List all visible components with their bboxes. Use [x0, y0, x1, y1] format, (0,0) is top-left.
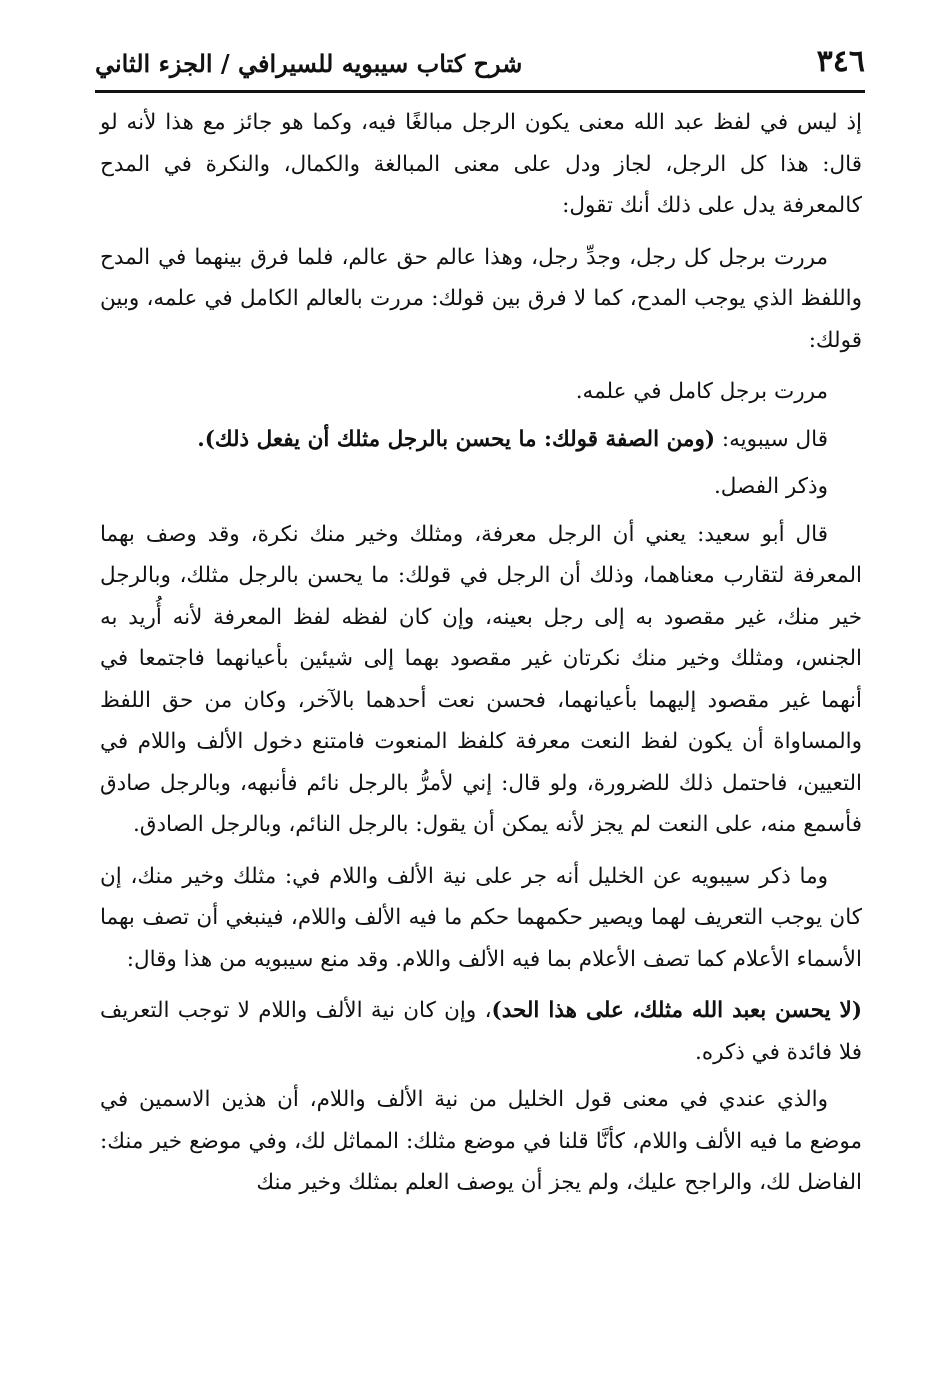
- khalil-quote-paragraph: [100, 990, 862, 1073]
- running-title: شرح كتاب سيبويه للسيرافي / الجزء الثاني: [95, 49, 523, 78]
- page-number: ٣٤٦: [816, 44, 865, 79]
- paragraph-1: إذ ليس في لفظ عبد الله معنى يكون الرجل مبالغًا فيه، وكما هو جائز مع هذا لأنه لو قال: هذا كل الرجل، لجاز ودل على معنى المبالغة والكمال، والنكرة في المدح كالمعرفة يدل على ذلك أنك تقول:: [100, 110, 863, 218]
- sibawayh-quote-paragraph: [100, 419, 862, 461]
- quote-lead: قال سيبويه:: [715, 426, 828, 452]
- header-rule: [95, 90, 865, 93]
- paragraph-7: وما ذكر سيبويه عن الخليل أنه جر على نية الألف واللام في: مثلك وخير منك، إن كان يوجب التعريف لهما ويصير حكمهما حكم ما فيه الألف واللام، فينبغي أن تصف بهما الأسماء الأعلام كما تصف الأعلام بما فيه الألف واللام. وقد منع سيبويه من هذا وقال:: [100, 863, 862, 972]
- paragraph-3: مررت برجل كامل في علمه.: [575, 379, 828, 404]
- page-header: [95, 38, 865, 90]
- paragraph-5: وذكر الفصل.: [713, 474, 828, 499]
- body-text: [100, 102, 862, 1214]
- paragraph-9: والذي عندي في معنى قول الخليل من نية الألف واللام، أن هذين الاسمين في موضع ما فيه الألف واللام، كأنَّا قلنا في موضع مثلك: المماثل لك، وفي موضع خير منك: الفاضل لك، والراجح عليك، ولم يجز أن يوصف العلم بمثلك وخير منك: [100, 1087, 862, 1195]
- paragraph-6: قال أبو سعيد: يعني أن الرجل معرفة، ومثلك وخير منك نكرة، وقد وصف بهما المعرفة لتقارب معناهما، وذلك أن الرجل في قولك: ما يحسن بالرجل مثلك، وبالرجل خير منك، غير مقصود به إلى رجل بعينه، وإن كان لفظه لفظ المعرفة لأنه أُريد به الجنس، ومثلك وخير منك نكرتان غير مقصود بهما إلى شيئين بأعيانهما فاجتمعا في أنهما غير مقصود إليهما بأعيانهما، فحسن نعت أحدهما بالآخر، وكان من حق اللفظ والمساواة أن يكون لفظ النعت معرفة كلفظ المنعوت فامتنع دخول الألف واللام في التعيين، فاحتمل ذلك للضرورة، ولو قال: إني لأمرُّ بالرجل نائم فأنبهه، وبالرجل صادق فأسمع منه، على النعت لم يجز لأنه يمكن أن يقول: بالرجل النائم، وبالرجل الصادق.: [100, 521, 862, 837]
- paragraph-2: مررت برجل كل رجل، وجدِّ رجل، وهذا عالم حق عالم، فلما فرق بينهما في المدح واللفظ الذي يوجب المدح، كما لا فرق بين قولك: مررت بالعالم الكامل في علمه، وبين قولك:: [100, 244, 862, 353]
- khalil-quote: (لا يحسن بعبد الله مثلك، على هذا الحد): [491, 998, 862, 1023]
- sibawayh-quote: (ومن الصفة قولك: ما يحسن بالرجل مثلك أن يفعل ذلك).: [197, 426, 716, 452]
- quote-tail: ، وإن كان نية الألف واللام لا توجب التعريف فلا فائدة في ذكره.: [100, 998, 862, 1065]
